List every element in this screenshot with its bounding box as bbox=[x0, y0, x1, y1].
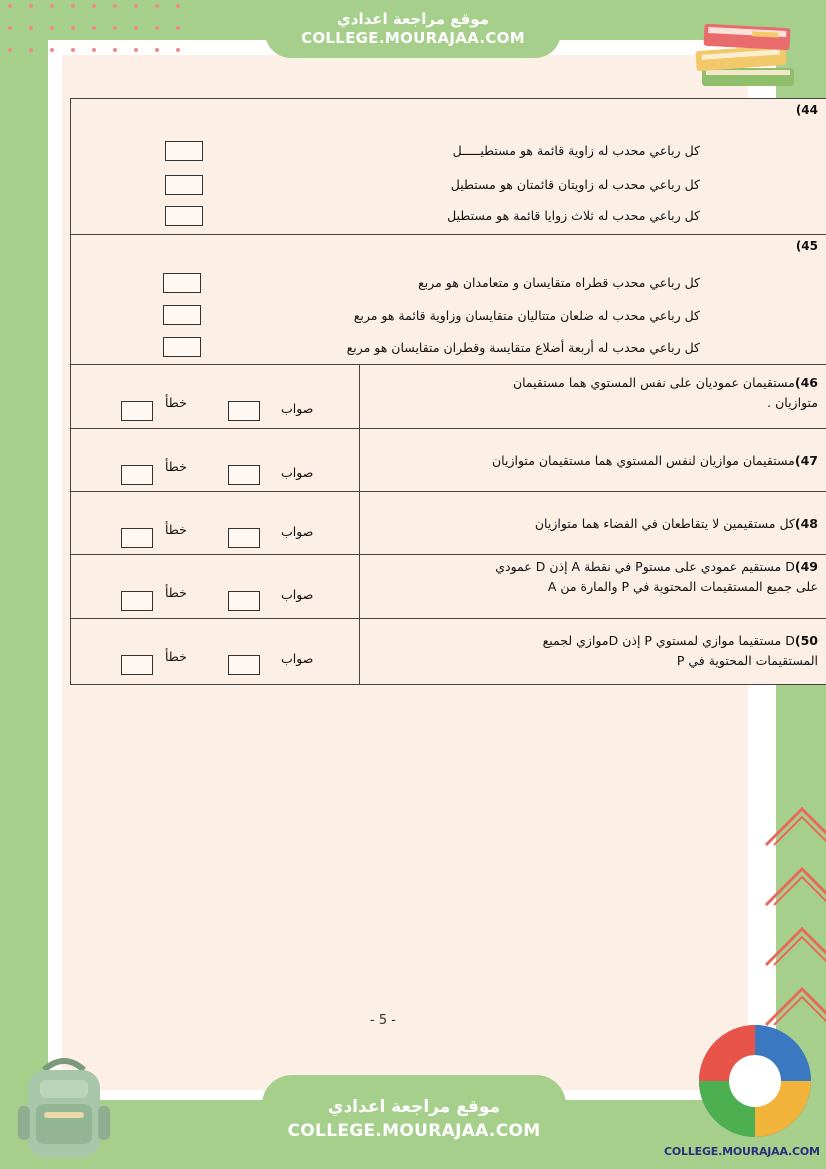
answer-box[interactable] bbox=[165, 175, 203, 195]
question-45-statement: كل رباعي محدب له ضلعان متتاليان متقايسان وزاوية قائمة هو مربع bbox=[353, 308, 700, 323]
decorative-dot bbox=[134, 26, 138, 30]
decorative-dot bbox=[92, 4, 96, 8]
header-site-url[interactable]: COLLEGE.MOURAJAA.COM bbox=[301, 29, 525, 47]
false-label: خطأ bbox=[165, 459, 187, 474]
dots-decoration bbox=[8, 0, 208, 60]
question-44-section bbox=[71, 99, 826, 235]
true-checkbox[interactable] bbox=[228, 528, 260, 548]
question-47-row bbox=[71, 429, 826, 492]
footer-site-name: موقع مراجعة اعدادي bbox=[327, 1097, 501, 1117]
question-47-text: 47)مستقيمان موازيان لنفس المستوي هما مستقيمان متوازيان bbox=[492, 453, 818, 468]
college-logo-icon bbox=[696, 1022, 814, 1140]
true-label: صواب bbox=[281, 401, 314, 416]
decorative-dot bbox=[113, 26, 117, 30]
answer-box[interactable] bbox=[165, 141, 203, 161]
decorative-dot bbox=[8, 48, 12, 52]
decorative-dot bbox=[71, 48, 75, 52]
decorative-dot bbox=[8, 26, 12, 30]
answer-box[interactable] bbox=[163, 305, 201, 325]
footer-site-url[interactable]: COLLEGE.MOURAJAA.COM bbox=[287, 1121, 541, 1141]
decorative-dot bbox=[134, 48, 138, 52]
decorative-dot bbox=[29, 4, 33, 8]
question-48-row bbox=[71, 492, 826, 555]
question-48-text: 48)كل مستقيمين لا يتقاطعان في الفضاء هما متوازيان bbox=[534, 516, 818, 531]
true-checkbox[interactable] bbox=[228, 401, 260, 421]
header-site-name: موقع مراجعة اعدادي bbox=[337, 10, 489, 28]
true-label: صواب bbox=[281, 465, 314, 480]
question-46-row bbox=[71, 365, 826, 429]
question-44-statement: كل رباعي محدب له ثلاث زوايا قائمة هو مستطيل bbox=[447, 208, 700, 223]
decorative-dot bbox=[71, 4, 75, 8]
question-50-row bbox=[71, 619, 826, 685]
decorative-dot bbox=[176, 48, 180, 52]
backpack-icon bbox=[14, 1052, 114, 1164]
true-label: صواب bbox=[281, 587, 314, 602]
false-label: خطأ bbox=[165, 649, 187, 664]
question-45-statement: كل رباعي محدب له أربعة أضلاع متقايسة وقطران متقايسان هو مربع bbox=[346, 340, 700, 355]
answer-box[interactable] bbox=[165, 206, 203, 226]
decorative-dot bbox=[8, 4, 12, 8]
question-45-statement: كل رباعي محدب قطراه متقايسان و متعامدان هو مربع bbox=[418, 275, 700, 290]
false-checkbox[interactable] bbox=[121, 591, 153, 611]
answer-box[interactable] bbox=[163, 273, 201, 293]
question-45-section bbox=[71, 235, 826, 365]
question-44-statement: كل رباعي محدب له زاويتان قائمتان هو مستطيل bbox=[450, 177, 700, 192]
decorative-dot bbox=[92, 26, 96, 30]
decorative-dot bbox=[176, 26, 180, 30]
false-checkbox[interactable] bbox=[121, 528, 153, 548]
question-44-statement: كل رباعي محدب له زاوية قائمة هو مستطيـــــل bbox=[452, 143, 700, 158]
decorative-dot bbox=[134, 4, 138, 8]
header-banner bbox=[265, 0, 561, 58]
question-44-number: (44 bbox=[795, 103, 818, 117]
decorative-dot bbox=[92, 48, 96, 52]
false-label: خطأ bbox=[165, 522, 187, 537]
logo-caption: COLLEGE.MOURAJAA.COM bbox=[664, 1145, 820, 1158]
true-checkbox[interactable] bbox=[228, 465, 260, 485]
decorative-dot bbox=[113, 48, 117, 52]
question-49-text: 49)D مستقيم عمودي على مستوP في نقطة A إذن D عمودي على جميع المستقيمات المحتوية في P والمارة من A bbox=[495, 559, 818, 594]
false-checkbox[interactable] bbox=[121, 401, 153, 421]
answer-box[interactable] bbox=[163, 337, 201, 357]
decorative-dot bbox=[71, 26, 75, 30]
true-label: صواب bbox=[281, 651, 314, 666]
question-45-number: (45 bbox=[795, 239, 818, 253]
decorative-dot bbox=[29, 48, 33, 52]
false-checkbox[interactable] bbox=[121, 465, 153, 485]
question-46-text: 46)مستقيمان عموديان على نفس المستوي هما مستقيمان متوازيان . bbox=[512, 375, 818, 410]
false-label: خطأ bbox=[165, 585, 187, 600]
decorative-dot bbox=[155, 26, 159, 30]
decorative-dot bbox=[176, 4, 180, 8]
page-number: - 5 - bbox=[370, 1013, 396, 1028]
true-checkbox[interactable] bbox=[228, 655, 260, 675]
false-label: خطأ bbox=[165, 395, 187, 410]
decorative-dot bbox=[155, 4, 159, 8]
decorative-dot bbox=[50, 26, 54, 30]
false-checkbox[interactable] bbox=[121, 655, 153, 675]
worksheet-table bbox=[70, 98, 826, 685]
decorative-dot bbox=[29, 26, 33, 30]
decorative-dot bbox=[155, 48, 159, 52]
true-label: صواب bbox=[281, 524, 314, 539]
footer-banner bbox=[262, 1075, 566, 1169]
question-50-text: 50)D مستقيما موازي لمستوي P إذن Dموازي لجميع المستقيمات المحتوية في P bbox=[542, 633, 818, 668]
true-checkbox[interactable] bbox=[228, 591, 260, 611]
decorative-dot bbox=[50, 4, 54, 8]
decorative-dot bbox=[50, 48, 54, 52]
question-49-row bbox=[71, 555, 826, 619]
books-icon bbox=[692, 12, 802, 94]
decorative-dot bbox=[113, 4, 117, 8]
